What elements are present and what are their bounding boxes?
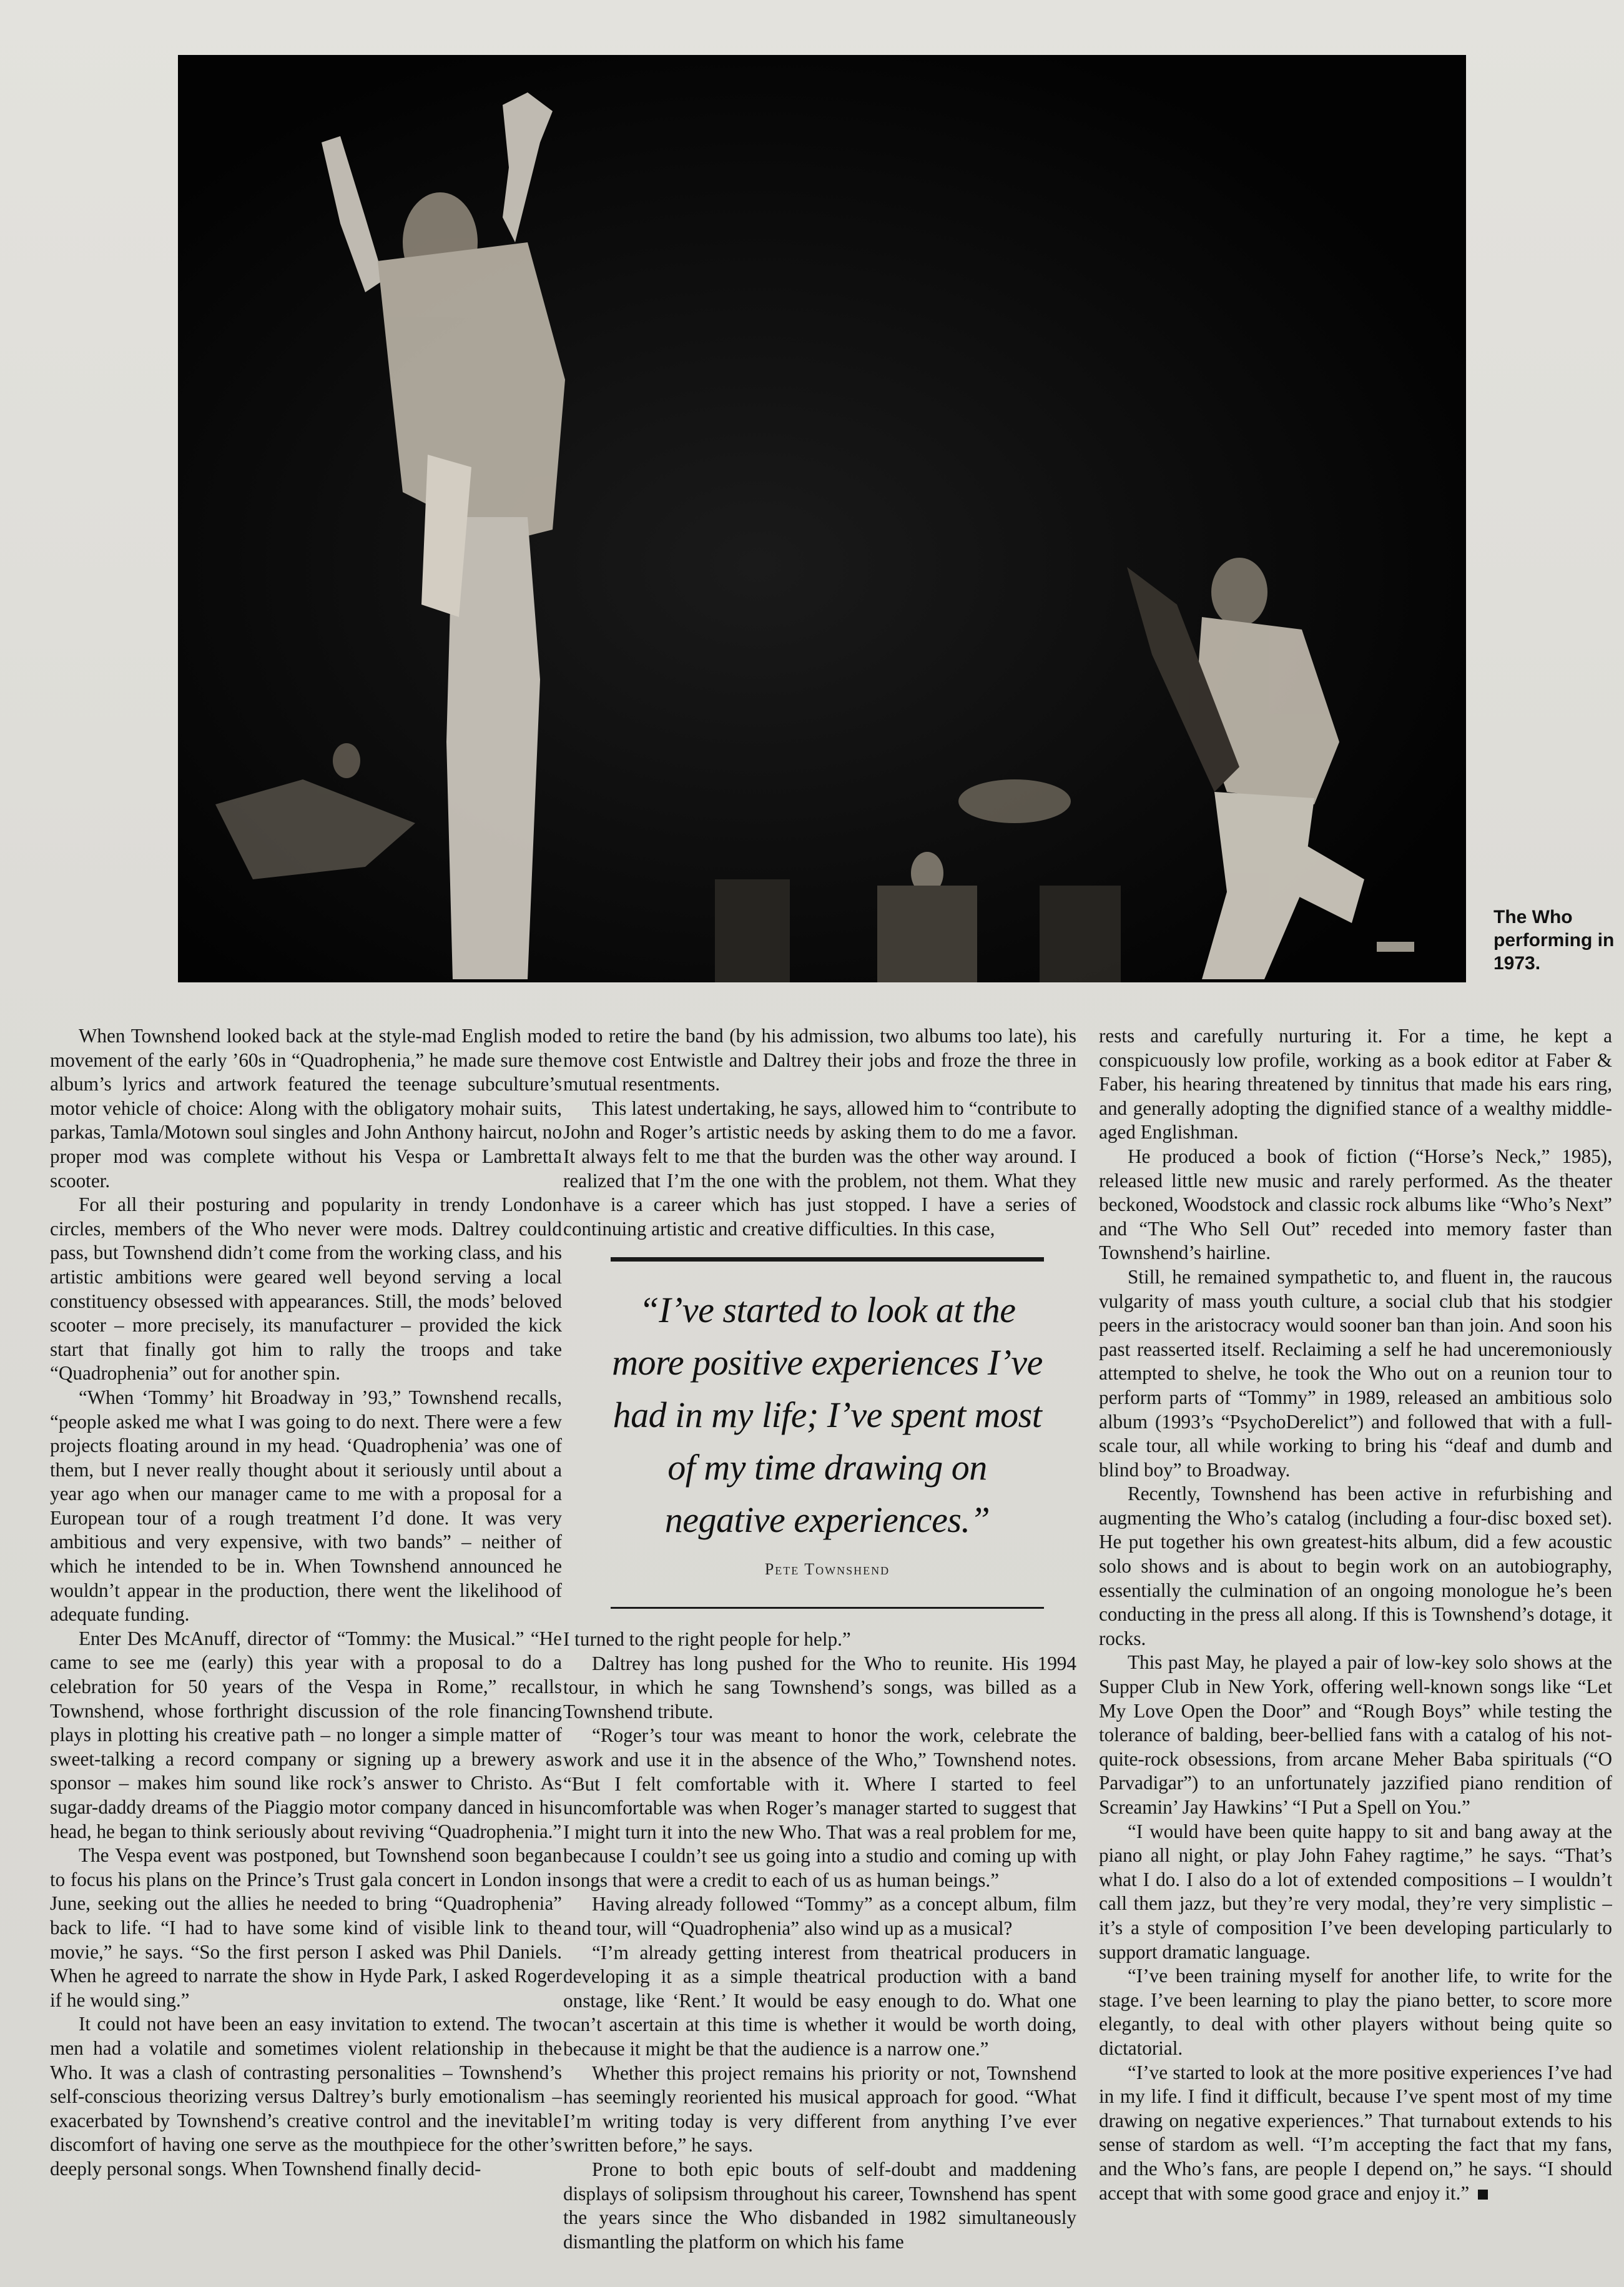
concert-photo-icon (178, 55, 1466, 982)
paragraph: “Roger’s tour was meant to honor the work, celebrate the work and use it in the absence of the Who,” Townshend notes. “But I felt comfortable with it. Where I started to feel uncomfortable was when Roger’s manager started to suggest that I might turn it into the new Who. That was a real problem for me, because I couldn’t see us going into a studio and coming up with songs that were a credit to each of us as human beings.” (563, 1724, 1076, 1891)
paragraph: Having already followed “Tommy” as a concept album, film and tour, will “Quadrophenia” also wind up as a musical? (563, 1893, 1076, 1940)
paragraph: rests and carefully nurturing it. For a time, he kept a conspicuously low profile, working as a book editor at Faber & Faber, his hearing threatened by tinnitus that made his ears ring, and generally adopting the dignified stance of a wealthy middle-aged Englishman. (1099, 1025, 1612, 1144)
article-column-1 (50, 1024, 562, 2267)
paragraph: “When ‘Tommy’ hit Broadway in ’93,” Townshend recalls, “people asked me what I was going to do next. There were a few projects floating around in my head. ‘Quadrophenia’ was one of them, but I never really thought about it seriously until about a year ago when our manager came to me with a proposal for a European tour of a rough treatment I’d done. It was very ambitious and very expensive, with two bands” – neither of which he intended to be in. When Townshend announced he wouldn’t appear in the production, there went the likelihood of adequate funding. (50, 1386, 562, 1626)
paragraph: Prone to both epic bouts of self-doubt and maddening displays of solipsism throughout his career, Townshend has spent the years since the Who disbanded in 1982 simultaneously dismantling the platform on which his fame (563, 2158, 1076, 2253)
final-paragraph-text: “I’ve started to look at the more positive experiences I’ve had in my life. I find it difficult, because I’ve spent most of my time drawing on negative experiences.” That turnabout extends to his sense of stardom as well. “I’m accepting the fact that my fans, and the Who’s fans, are people I depend on,” he says. “I should accept that with some good grace and enjoy it.” (1099, 2061, 1612, 2204)
paragraph: This latest undertaking, he says, allowed him to “contribute to John and Roger’s artistic needs by asking them to do me a favor. It always felt to me that the burden was the other way around. I realized that I’m the one with the problem, not them. What they have is a career which has just stopped. I have a series of continuing artistic and creative difficulties. In this case, (563, 1097, 1076, 1240)
paragraph-final (1099, 2061, 1612, 2206)
paragraph: Still, he remained sympathetic to, and fluent in, the raucous vulgarity of mass youth culture, a social club that his stodgier peers in the aristocracy would sooner ban than join. And soon his past reasserted itself. Reclaiming a self he had unceremoniously attempted to shelve, he took the Who out on a reunion tour to perform parts of “Tommy” in 1989, released an ambitious solo album (1993’s “PsychoDerelict”) and followed that with a full-scale tour, all while working to bring his “deaf and dumb and blind boy” to Broadway. (1099, 1265, 1612, 1481)
paragraph: Enter Des McAnuff, director of “Tommy: the Musical.” “He came to see me (early) this year with a proposal to do a celebration for 50 years of the Vespa in Rome,” recalls Townshend, whose forthright discussion of the role financing plays in plotting his creative path – no longer a simple matter of sweet-talking a record company or signing up a brewery as sponsor – makes him sound like rock’s answer to Christo. As sugar-daddy dreams of the Piaggio motor company danced in his head, he began to think seriously about reviving “Quadrophenia.” (50, 1627, 562, 1842)
pull-quote: “I’ve started to look at the more positive experiences I’ve had in my life; I’ve spent most of my time drawing on negative experiences.” (612, 1290, 1043, 1541)
paragraph: He produced a book of fiction (“Horse’s Neck,” 1985), released little new music and rarely performed. As the theater beckoned, Woodstock and classic rock albums like “Who’s Next” and “The Who Sell Out” receded into memory faster than Townshend’s hairline. (1099, 1145, 1612, 1264)
paragraph: When Townshend looked back at the style-mad English mod movement of the early ’60s in “Quadrophenia,” he made sure the album’s lyrics and artwork featured the teenage subculture’s motor vehicle of choice: Along with the obligatory mohair suits, parkas, Tamla/Motown soul singles and John Anthony haircut, no proper mod was complete without his Vespa or Lambretta scooter. (50, 1025, 562, 1192)
paragraph: Recently, Townshend has been active in refurbishing and augmenting the Who’s catalog (including a four-disc boxed set). He put together his own greatest-hits album, did a few acoustic solo shows and is about to begin work on an autobiography, essentially the culmination of an ongoing monologue he’s been conducting in the press all along. If this is Townshend’s dotage, it rocks. (1099, 1483, 1612, 1649)
pull-quote-box (611, 1257, 1044, 1609)
paragraph: “I’ve been training myself for another life, to write for the stage. I’ve been learning to play the piano better, to score more elegantly, to deal with other players without being quite so dictatorial. (1099, 1965, 1612, 2059)
article-column-2 (563, 1024, 1076, 2267)
concert-photo (178, 55, 1466, 982)
end-mark-icon (1478, 2190, 1488, 2200)
paragraph: For all their posturing and popularity in trendy London circles, members of the Who never were mods. Daltrey could pass, but Townshend didn’t come from the working class, and his artistic ambitions were geared well beyond serving a local constituency obsessed with appearances. Still, the mods’ beloved scooter – more precisely, its manufacturer – provided the kick start that finally got him to rally the troops and take “Quadrophenia” out for another spin. (50, 1193, 562, 1385)
paragraph: Daltrey has long pushed for the Who to reunite. His 1994 tour, in which he sang Townshend’s songs, was billed as a Townshend tribute. (563, 1652, 1076, 1722)
paragraph: It could not have been an easy invitation to extend. The two men had a volatile and sometimes violent relationship in the Who. It was a clash of contrasting personalities – Townshend’s self-conscious theorizing versus Daltrey’s burly emotionalism – exacerbated by Townshend’s creative control and the inevitable discomfort of having one serve as the mouthpiece for the other’s deeply personal songs. When Townshend finally decid- (50, 2013, 562, 2180)
paragraph: Whether this project remains his priority or not, Townshend has seemingly reoriented his musical approach for good. “What I’m writing today is very different from anything I’ve ever written before,” he says. (563, 2062, 1076, 2156)
paragraph: This past May, he played a pair of low-key solo shows at the Supper Club in New York, offering well-known songs like “Let My Love Open the Door” and “Rough Boys” while testing the tolerance of balding, beer-bellied fans with a catalog of his not-quite-rock obsessions, from arcane Meher Baba spirituals (“O Parvadigar”) to an unfortunately jazzified piano rendition of Screamin’ Jay Hawkins’ “I Put a Spell on You.” (1099, 1651, 1612, 1818)
paragraph: “I would have been quite happy to sit and bang away at the piano all night, or play John Fahey ragtime,” he says. “That’s what I do. I also do a lot of extended compositions – I wouldn’t call them jazz, but they’re very modal, they’re very simplistic – it’s a style of composition I’ve been developing particularly to support dramatic language. (1099, 1820, 1612, 1963)
article-column-3 (1099, 1024, 1612, 2267)
pull-quote-attribution: Pete Townshend (764, 1560, 890, 1579)
paragraph: The Vespa event was postponed, but Townshend soon began to focus his plans on the Prince’s Trust gala concert in London in June, seeking out the allies he needed to bring “Quadrophenia” back to life. “I had to have some kind of visible link to the movie,” he says. “So the first person I asked was Phil Daniels. When he agreed to narrate the show in Hyde Park, I asked Roger if he would sing.” (50, 1844, 562, 2011)
photo-caption: The Who performing in 1973. (1494, 907, 1615, 974)
paragraph: “I’m already getting interest from theatrical producers in developing it as a simple theatrical production with a band onstage, like ‘Rent.’ It would be easy enough to do. What one can’t ascertain at this time is whether it would be worth doing, because it might be that the audience is a narrow one.” (563, 1941, 1076, 2060)
paragraph: ed to retire the band (by his admission, two albums too late), his move cost Entwistle and Daltrey their jobs and froze the three in mutual resentments. (563, 1025, 1076, 1095)
paragraph: I turned to the right people for help.” (563, 1628, 851, 1650)
